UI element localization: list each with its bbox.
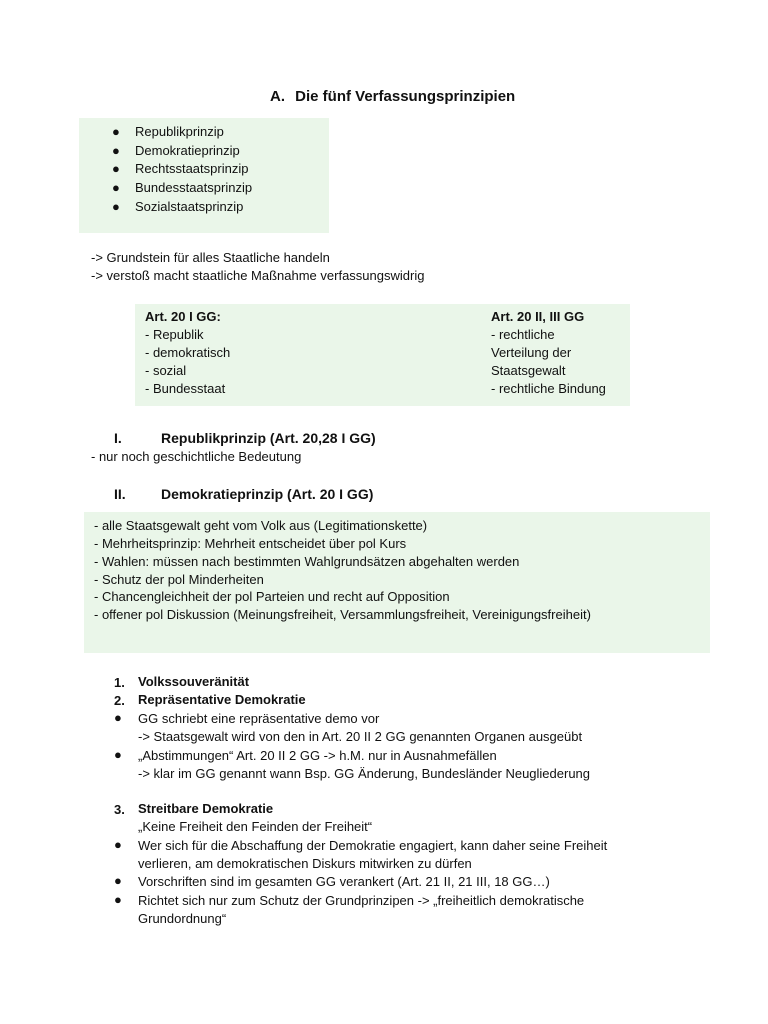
art-left-item: - Republik xyxy=(145,327,204,342)
list-text: -> Staatsgewalt wird von den in Art. 20 II 2 GG genannten Organen ausgeübt xyxy=(138,729,583,744)
list-number: 3. xyxy=(114,802,125,817)
principle-item: ● Bundesstaatsprinzip xyxy=(112,180,253,195)
democracy-line: - Chancengleichheit der pol Parteien und recht auf Opposition xyxy=(94,589,450,604)
list-text: -> klar im GG genannt wann Bsp. GG Änderung, Bundesländer Neugliederung xyxy=(138,766,591,781)
list-text: verlieren, am demokratischen Diskurs mitwirken zu dürfen xyxy=(138,856,472,871)
list-text: Grundordnung“ xyxy=(138,911,227,926)
title-letter: A. xyxy=(270,88,285,105)
art-left-heading: Art. 20 I GG: xyxy=(145,309,221,324)
democracy-line: - Schutz der pol Minderheiten xyxy=(94,572,264,587)
list-number: 2. xyxy=(114,693,125,708)
bullet-icon: ● xyxy=(114,873,122,888)
section-2-heading: Demokratieprinzip (Art. 20 I GG) xyxy=(161,486,374,502)
art-left-item: - demokratisch xyxy=(145,345,231,360)
intro-line: -> Grundstein für alles Staatliche handeln xyxy=(91,250,330,265)
bullet-icon: ● xyxy=(114,892,122,907)
art-right-item: - rechtliche xyxy=(491,327,555,342)
art-right-item: Verteilung der xyxy=(491,345,572,360)
principle-item: ● Republikprinzip xyxy=(112,124,224,139)
section-1-heading: Republikprinzip (Art. 20,28 I GG) xyxy=(161,430,376,446)
list-text: Vorschriften sind im gesamten GG verankert (Art. 21 II, 21 III, 18 GG…) xyxy=(138,874,550,889)
democracy-line: - alle Staatsgewalt geht vom Volk aus (Legitimationskette) xyxy=(94,518,428,533)
bullet-icon: ● xyxy=(112,143,120,158)
bullet-icon: ● xyxy=(114,710,122,725)
art-right-item: - rechtliche Bindung xyxy=(491,381,606,396)
list-text: „Abstimmungen“ Art. 20 II 2 GG -> h.M. nur in Ausnahmefällen xyxy=(138,748,497,763)
section-2-number: II. xyxy=(114,486,126,502)
bullet-icon: ● xyxy=(112,161,120,176)
section-1-note: - nur noch geschichtliche Bedeutung xyxy=(91,449,302,464)
intro-line: -> verstoß macht staatliche Maßnahme verfassungswidrig xyxy=(91,268,425,283)
list-label: Streitbare Demokratie xyxy=(138,801,274,816)
section-1-number: I. xyxy=(114,430,122,446)
list-quote: „Keine Freiheit den Feinden der Freiheit“ xyxy=(138,819,373,834)
bullet-icon: ● xyxy=(112,124,120,139)
principle-item: ● Sozialstaatsprinzip xyxy=(112,199,244,214)
bullet-icon: ● xyxy=(114,837,122,852)
democracy-line: - offener pol Diskussion (Meinungsfreiheit, Versammlungsfreiheit, Vereinigungsfreiheit) xyxy=(94,607,591,622)
list-label: Volkssouveränität xyxy=(138,674,250,689)
bullet-icon: ● xyxy=(112,199,120,214)
title-text: Die fünf Verfassungsprinzipien xyxy=(295,88,516,105)
principle-item: ● Demokratieprinzip xyxy=(112,143,240,158)
art-right-item: Staatsgewalt xyxy=(491,363,566,378)
democracy-line: - Mehrheitsprinzip: Mehrheit entscheidet über pol Kurs xyxy=(94,536,407,551)
art-left-item: - Bundesstaat xyxy=(145,381,226,396)
list-text: GG schriebt eine repräsentative demo vor xyxy=(138,711,380,726)
page-title xyxy=(270,88,515,105)
principle-item: ● Rechtsstaatsprinzip xyxy=(112,161,249,176)
list-number: 1. xyxy=(114,675,125,690)
list-text: Wer sich für die Abschaffung der Demokratie engagiert, kann daher seine Freiheit xyxy=(138,838,608,853)
bullet-icon: ● xyxy=(114,747,122,762)
list-label: Repräsentative Demokratie xyxy=(138,692,306,707)
art-right-heading: Art. 20 II, III GG xyxy=(491,309,585,324)
democracy-line: - Wahlen: müssen nach bestimmten Wahlgrundsätzen abgehalten werden xyxy=(94,554,520,569)
art-left-item: - sozial xyxy=(145,363,187,378)
list-text: Richtet sich nur zum Schutz der Grundprinzipen -> „freiheitlich demokratische xyxy=(138,893,585,908)
bullet-icon: ● xyxy=(112,180,120,195)
